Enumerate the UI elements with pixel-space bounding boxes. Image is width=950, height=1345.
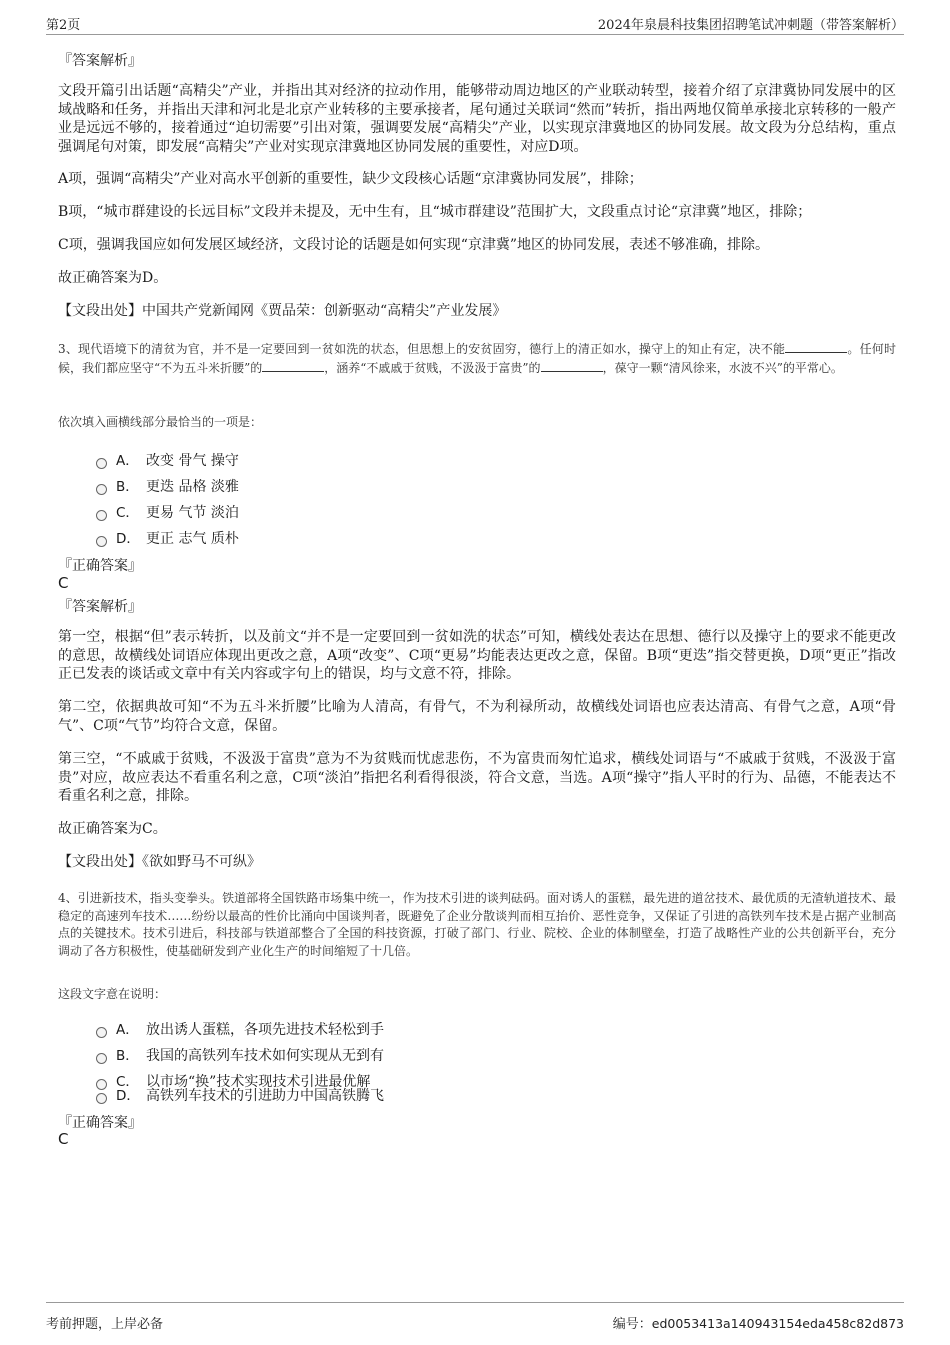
radio-button[interactable] (96, 484, 107, 495)
correct-answer: C (58, 574, 69, 592)
footer-slogan: 考前押题，上岸必备 (46, 1317, 164, 1332)
radio-button[interactable] (96, 1053, 107, 1064)
analysis-paragraph: 文段开篇引出话题“高精尖”产业，并指出其对经济的拉动作用，能够带动周边地区的产业联动转型，接着介绍了京津冀协同发展中的区域战略和任务，并指出天津和河北是北京产业转移的主要承接者，尾句通过关联词“然而”转折，指出两地仅简单承接北京转移的一般产业是远远不够的，接着通过“迫切需要”引出对策，强调要发展“高精尖”产业，以实现京津冀地区的协同发展。故文段为分总结构，重点强调尾句对策，即发展“高精尖”产业对实现京津冀地区协同发展的重要性，对应D项。 (58, 83, 896, 155)
option-c[interactable]: C． 更易 气节 淡泊 (96, 501, 239, 521)
question-4-prompt: 这段文字意在说明： (58, 987, 167, 1001)
radio-button[interactable] (96, 458, 107, 469)
option-d[interactable]: D． 高铁列车技术的引进助力中国高铁腾飞 (96, 1084, 384, 1104)
analysis-paragraph: A项，强调“高精尖”产业对高水平创新的重要性，缺少文段核心话题“京津冀协同发展”，排除； (58, 171, 643, 187)
option-d[interactable]: D． 更正 志气 质朴 (96, 527, 239, 547)
option-b[interactable]: B． 更迭 品格 淡雅 (96, 475, 239, 495)
page-header (46, 14, 904, 35)
option-b[interactable]: B． 我国的高铁列车技术如何实现从无到有 (96, 1044, 384, 1064)
analysis-paragraph: B项，“城市群建设的长远目标”文段并未提及，无中生有，且“城市群建设”范围扩大，文段重点讨论“京津冀”地区，排除； (58, 204, 812, 220)
document-title: 2024年泉晨科技集团招聘笔试冲刺题（带答案解析） (597, 18, 904, 33)
conclusion-paragraph: 故正确答案为C。 (58, 821, 167, 837)
analysis-paragraph: 第一空，根据“但”表示转折，以及前文“并不是一定要回到一贫如洗的状态”可知，横线处表达在思想、德行以及操守上的要求不能更改的意思，故横线处词语应体现出更改之意，A项“改变”、C项“更易”均能表达更改之意，保留。B项“更迭”指交替更换，D项“更正”指改正已发表的谈话或文章中有关内容或字句上的错误，均与文意不符，排除。 (58, 629, 896, 682)
option-a[interactable]: A． 放出诱人蛋糕，各项先进技术轻松到手 (96, 1018, 384, 1038)
radio-button[interactable] (96, 510, 107, 521)
document-code: 编号：ed0053413a140943154eda458c82d873 (612, 1316, 904, 1332)
analysis-label: 『答案解析』 (58, 599, 142, 615)
radio-button[interactable] (96, 1027, 107, 1038)
correct-answer-label: 『正确答案』 (58, 558, 142, 574)
page-footer (46, 1302, 904, 1332)
fill-blank (541, 359, 603, 372)
correct-answer-label: 『正确答案』 (58, 1115, 142, 1131)
analysis-label: 『答案解析』 (58, 53, 142, 69)
radio-button[interactable] (96, 1093, 107, 1104)
analysis-paragraph: 第二空，依据典故可知“不为五斗米折腰”比喻为人清高，有骨气，不为利禄所动，故横线处词语也应表达清高、有骨气之意，A项“骨气”、C项“气节”均符合文意，保留。 (58, 699, 896, 734)
radio-button[interactable] (96, 536, 107, 547)
page-number: 第2页 (46, 18, 81, 33)
conclusion-paragraph: 故正确答案为D。 (58, 270, 168, 286)
fill-blank (785, 340, 847, 353)
source-citation: 【文段出处】《欲如野马不可纵》 (58, 854, 261, 870)
correct-answer: C (58, 1130, 69, 1148)
fill-blank (262, 359, 324, 372)
question-4-text: 4、引进新技术，指头变拳头。铁道部将全国铁路市场集中统一，作为技术引进的谈判砝码。面对诱人的蛋糕，最先进的道岔技术、最优质的无渣轨道技术、最稳定的高速列车技术……纷纷以最高的性价比涌向中国谈判者，既避免了企业分散谈判而相互抬价、恶性竞争，又保证了引进的高铁列车技术是占据产业制高点的关键技术。技术引进后，科技部与铁道部整合了全国的科技资源，打破了部门、行业、院校、企业的体制壁垒，打造了战略性产业的公共创新平台，充分调动了各方积极性，使基础研发到产业化生产的时间缩短了十几倍。 (58, 891, 896, 958)
question-3-prompt: 依次填入画横线部分最恰当的一项是： (58, 415, 263, 429)
source-citation: 【文段出处】中国共产党新闻网《贾品荣：创新驱动“高精尖”产业发展》 (58, 303, 507, 319)
option-a[interactable]: A． 改变 骨气 操守 (96, 449, 239, 469)
question-3-text: 3、现代语境下的清贫为官，并不是一定要回到一贫如洗的状态，但思想上的安贫固穷，德行上的清正如水，操守上的知止有定，决不能 。任何时候，我们都应坚守“不为五斗米折腰”的 ，涵养“不戚戚于贫贱，不汲汲于富贵”的 ，葆守一颗“清风徐来，水波不兴”的平常心。 (58, 342, 896, 375)
analysis-paragraph: C项，强调我国应如何发展区域经济，文段讨论的话题是如何实现“京津冀”地区的协同发展，表述不够准确，排除。 (58, 237, 770, 253)
option-c[interactable]: C． 以市场“换”技术实现技术引进最优解 (96, 1070, 370, 1090)
analysis-paragraph: 第三空，“不戚戚于贫贱，不汲汲于富贵”意为不为贫贱而忧虑悲伤，不为富贵而匆忙追求，横线处词语与“不戚戚于贫贱，不汲汲于富贵”对应，故应表达不看重名利之意，C项“淡泊”指把名利看得很淡，符合文意，当选。A项“操守”指人平时的行为、品德，不能表达不看重名利之意，排除。 (58, 751, 896, 804)
